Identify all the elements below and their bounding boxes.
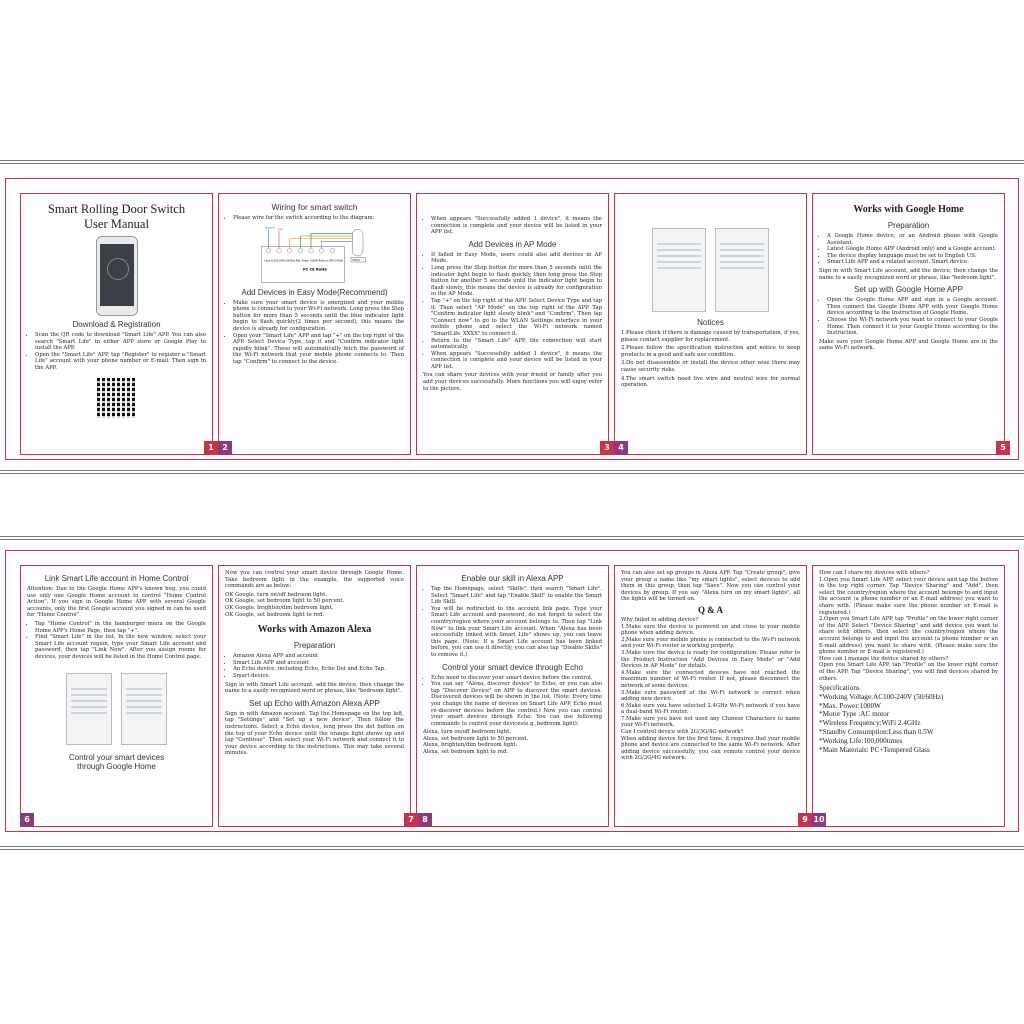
wiring-bullets [225, 215, 404, 222]
page-number-5: 5 [996, 441, 1010, 455]
notice-item: 3.Do not disassemble or install the device other wise there may cause security risks. [621, 360, 800, 373]
title-line-1: Smart Rolling Door Switch [47, 202, 186, 216]
list-item: • Latest Google Home APP (Android only) and a Google account. [827, 246, 998, 253]
page-number-3: 3 [600, 441, 614, 455]
list-item: • Open your "Smart Life" APP and tap "+" on the top right of the APP. Select Device Type, tap it and "Confirm indicator light rapidly blink". These will automatically fetch the password of the Wi-Fi network that your mobile phone connects to. Then tap "Confirm" to connect to the device. [233, 333, 404, 366]
list-item: • Make sure your smart device is energized and your mobile phone is connected to your Wi-Fi network. Long press the Stop button for more than 5 seconds until the blue indicator light begin to flash quickly(2 times per second), this means the device is already for configuration. [233, 300, 404, 333]
google-setup-bullets [819, 297, 998, 337]
answer-item: 7.Make sure you have not used any Chinese Characters to name your Wi-Fi network. [621, 715, 800, 729]
middle-guide-line-2 [0, 473, 1024, 474]
list-item: • Smart Life APP and a related account. Smart device. [827, 259, 998, 266]
spec-item: *Max. Power:1000W [819, 701, 881, 710]
section-setup-google-home: Set up with Google Home APP [854, 285, 963, 295]
section-control-echo: Control your smart device through Echo [442, 662, 583, 672]
list-item: • Open the Google Home APP and sign in a Google account. Then connect the Google Home APP with your Google Home device according to the Instruction of Google Home. [827, 297, 998, 317]
app-screenshot [66, 673, 112, 745]
share-note: You can share your devices with your friend or family after you add your devices successfully. More functions you will enjoy refer to the picture. [423, 372, 602, 392]
google-voice-intro: Now you can control your smart device through Google Home. Take bedroom light in the example, the supported voice commands are as below: [225, 570, 404, 590]
voice-command: OK Google, set bedroom light to 50 percent. [225, 598, 345, 605]
voice-command: OK Google, turn on/off bedroom light. [225, 591, 327, 598]
panel-2-wiring [218, 193, 411, 455]
list-item: • Smart device. [233, 673, 404, 680]
skill-bullets [423, 586, 602, 659]
spec-item: *Motor Type :AC motor [819, 710, 890, 719]
panel-8-alexa-skill [416, 565, 609, 827]
answer-item: 6.Make sure you have selected 2.4GHz Wi-Fi network if you have a dual-band Wi-Fi router. [621, 702, 800, 716]
panel-1-cover [20, 193, 213, 455]
panel-6-home-control [20, 565, 213, 827]
question: How can I manage the device shared by others? [819, 655, 949, 662]
top-guide-line-1 [0, 160, 1024, 161]
page-number-7: 7 [404, 813, 418, 827]
spec-item: *Working Voltage:AC100-240V (50/60Hz) [819, 692, 944, 701]
question: Can I control device with 2G/3G/4G network? [621, 729, 744, 736]
list-item: • Return to the "Smart Life" APP, the connection will start automatically. [431, 338, 602, 351]
question: Why failed in adding device? [621, 616, 699, 623]
panel-10-specifications [812, 565, 1005, 827]
app-screenshots [621, 226, 800, 314]
list-item: • You can say "Alexa, discover device" to Echo, or you can also tap "Discover Device" on APP to discover the smart devices. Discovered devices will be shown in the list. (Note: Every time you change the name of devices on Smart Life APP, Echo must re-discover devices before the control.) Now you can control your smart devices through Echo. You can use following commands to control your devices(e.g.,bedroom light): [431, 681, 602, 727]
list-item: • Smart Life APP and account [233, 660, 404, 667]
manual-title [27, 202, 206, 232]
attention-note: Attention: Due to the Google Home APP's known bug, you could use only one Google Home account to control "Home Control Action". If you sign in Google Home APP with several Google accounts, only the first Google account you signed in can be used for "Home Control". [27, 586, 206, 619]
section-notices: Notices [697, 318, 724, 327]
live-label: Live [277, 227, 283, 231]
answer-item: Open you Smart Life APP, tap "Profile" on the lower right corner of the APP. Tap "Device Sharing", you will find devices shared by others. [819, 662, 998, 682]
page-number-2: 2 [218, 441, 232, 455]
notice-item: 1.Please check if there is damage caused by transportation, if yes, please contact supplier for replacement. [621, 330, 800, 343]
section-easy-mode: Add Devices in Easy Mode(Recommend) [241, 287, 388, 297]
bottom-guide-line-1 [0, 846, 1024, 847]
caption-line-2: through Google Home [77, 761, 156, 771]
echo-setup-text: Sign in with Amazon account. Tap the Homepage on the top left, tap "Settings" and "Set up a new device". Then follow the instructions. Select a Echo device, long press the dot button on the top of your Echo device until the orange light shows up and tap "Continue". Then select your Wi-Fi network and connect it to your device according to the instructions. This may take several minutes. [225, 710, 404, 757]
manual-sheet-front [5, 178, 1019, 460]
list-item: • If failed in Easy Mode, users could also add devices in AP Mode. [431, 252, 602, 265]
list-item: • Find "Smart Life" in the list. In the new window, select your Smart Life account region, type your Smart Life account and password, then tap "Link Now". After you assign rooms for devices, your devices will be listed in the Home Control page. [35, 634, 206, 660]
alexa-signin-note: Sign in with Smart Life account, add the device, then change the name to a easily recognized word or phrase, like "bedroom light". [225, 681, 404, 695]
certification-marks: FC CE RoHS [302, 267, 327, 272]
google-home-title: Works with Google Home [853, 204, 964, 215]
section-ap-mode: Add Devices in AP Mode [468, 239, 557, 249]
panel-3-ap-mode [416, 193, 609, 455]
spec-item: *Wireless Frequency:WiFi 2.4GHz [819, 719, 921, 728]
alexa-group-note: You can also set up groups in Alexa APP. Tap "Create group", give your group a name like "my smart lights", select devices to add them in this group, then tap "Save". Now you can control your devices by group. If you say "Alexa turn on my smart lights", all the lights will be turned on. [621, 570, 800, 603]
list-item: • When appears "Successfully added 1 device", it means the connection is complete and your device will be listed in your APP list. [431, 216, 602, 236]
section-enable-skill: Enable our skill in Alexa APP [461, 574, 564, 583]
answer-item: 4.Make sure the connected devices have not reached the maximum number of Wi-Fi router. If not, please disconnect the network of some devices. [621, 669, 800, 689]
answer-item: 2.Make sure your mobile phone is connected to the Wi-Fi network and your Wi-Fi router is working properly. [621, 636, 800, 650]
easy-mode-result [423, 216, 602, 236]
qa-title: Q & A [697, 604, 723, 615]
spec-item: *Standby Consumption:Less than 0.5W [819, 728, 934, 737]
question: How can I share my devices with others? [819, 570, 930, 576]
ap-mode-bullets [423, 252, 602, 371]
qr-code-image [97, 378, 137, 418]
spec-item: *Working Life:100,000times [819, 736, 903, 745]
voice-command: Alexa, turn on/off bedroom light. [423, 729, 511, 736]
list-item: • Please wire for the switch according to the diagram: [233, 215, 404, 222]
middle-guide-line-3 [0, 536, 1024, 537]
title-line-2: User Manual [84, 217, 149, 231]
voice-command: OK Google, brighten/dim bedroom light. [225, 604, 334, 611]
page-number-10: 10 [812, 813, 826, 827]
list-item: • Tap "Home Control" in the hamburger menu on the Google Home APP's Home Page, then tap "+". [35, 621, 206, 634]
page-number-1: 1 [204, 441, 218, 455]
page-number-6: 6 [20, 813, 34, 827]
list-item: • Tap the Homepage, select "Skills", then search "Smart Life". Select "Smart Life" and tap "Enable Skill" to enable the Smart Life Skill. [431, 586, 602, 606]
page-number-8: 8 [418, 813, 432, 827]
neutral-label: Neutral [264, 226, 275, 230]
google-home-screenshots [27, 671, 206, 747]
voice-command: Alexa, brighten/dim bedroom light. [423, 742, 518, 749]
section-setup-echo: Set up Echo with Amazon Alexa APP [249, 698, 380, 708]
app-screenshot [715, 228, 769, 312]
top-guide-line-2 [0, 163, 1024, 164]
google-signin-note: Sign in with Smart Life account, add the device, then change the name to a easily recognized word or phrase, like "bedroom light". [819, 267, 998, 281]
list-item: • Tap "+" on the top right of the APP. Select Device Type and tap it. Then select "AP Mode" on the top right of the APP. Tap "Confirm indicator light slowly blink" and "Confirm". Then tap "Connect now" to go to the WLAN Settings interface in your mobile phone and select the Wi-Fi network named "SmartLife_XXXX" to connect it. [431, 298, 602, 338]
amazon-alexa-title: Works with Amazon Alexa [257, 624, 372, 636]
list-item: • When appears "Successfully added 1 device", it means the connection is complete and your device will be listed in your APP list. [431, 351, 602, 371]
list-item: • Open the "Smart Life" APP, tap "Register" to register a "Smart Life" account with your phone number or E-mail. Then sign in the APP. [35, 352, 206, 372]
voice-command: Alexa, set bedroom light to red. [423, 749, 509, 756]
middle-guide-line-1 [0, 470, 1024, 471]
manual-sheet-back [5, 550, 1019, 832]
home-control-bullets [27, 621, 206, 661]
google-preparation-bullets [819, 233, 998, 266]
google-home-caption [27, 753, 206, 771]
specifications-title: Specifications [819, 684, 860, 693]
answer-item: When adding device for the first time, it requires that your mobile phone and device are connected to the same Wi-Fi network. After adding device successfully, you can remote control your device with 2G/3G/4G network. [621, 735, 800, 762]
list-item: • A Google Home device, or an Android phone with Google Assistant. [827, 233, 998, 246]
section-preparation: Preparation [887, 221, 930, 230]
answer-item: 3.Make sure the device is ready for configuration. Please refer to the Product Instruction "Add Devices in Easy Mode" or "Add Devices in AP Mode" for details. [621, 649, 800, 670]
phone-illustration [96, 236, 138, 316]
device-spec-label: Input:AC100-240V 50/60Hz Max. Power: 1000W Protocol: WiFi 2.4GHz [263, 258, 343, 262]
caption-line-1: Control your smart devices [68, 752, 165, 762]
list-item: • Echo need to discover your smart device before the control. [431, 675, 602, 682]
voice-command: OK Google, set bedroom light to red. [225, 611, 325, 618]
alexa-preparation-bullets [225, 653, 404, 679]
list-item: • You will be redirected to the account link page. Type your Smart Life account and password, do not forget to select the country/region where your account belongs to. Then tap "Link Now" to link your Smart Life account. When "Alexa has been successfully linked with Smart Life" shows up, you can leave this page. (Note: If a Smart Life account has been linked before, you can use it directly, you can also tap "Disable Skills" to remove it.) [431, 606, 602, 659]
list-item: • The device display language must be set to English US. [827, 253, 998, 260]
list-item: • Scan the QR code to download "Smart Life" APP. You can also search "Smart Life" in either APP store or Google Play to install the APP. [35, 332, 206, 352]
section-download-registration: Download & Registration [72, 320, 161, 329]
panel-7-amazon-alexa [218, 565, 411, 827]
answer-item: 1.Open you Smart Life APP, select your device and tap the button in the top right corner. Tap "Device Sharing" and "Add", then select the country/region where the account belongs to and input the account (a phone number or an E-mail address) you want to share with. (Please make sure the phone number or E-mail is registered.) [819, 576, 998, 616]
panel-5-google-home [812, 193, 1005, 455]
notice-item: 4.The smart switch need live wire and neutral wire for normal operation. [621, 375, 800, 389]
page-number-9: 9 [798, 813, 812, 827]
motor-label: Motor [351, 258, 360, 262]
easy-mode-bullets [225, 300, 404, 366]
answer-item: 1.Make sure the device is powered on and close to your mobile phone when adding device. [621, 623, 800, 637]
list-item: • An Echo device, including Echo, Echo Dot and Echo Tap. [233, 666, 404, 673]
section-alexa-preparation: Preparation [293, 641, 336, 651]
spec-item: *Main Materials: PC+Tempered Glass [819, 745, 930, 754]
list-item: • Choose the Wi-Fi network you want to connect to your Google Home. Then connect it to your Google Home according to the Instruction. [827, 317, 998, 337]
list-item: • Long press the Stop button for more than 5 seconds until the indicator light begin to flash quickly, then long press the Stop button for another 5 seconds until the indicator light begin to flash slowly, this means the device is already for configuration in the AP Mode. [431, 265, 602, 298]
middle-guide-line-4 [0, 539, 1024, 540]
notice-item: 2.Please follow the specification instruction and notice to keep products in a good and safe use condition. [621, 345, 800, 358]
wiring-diagram [227, 224, 403, 284]
page-number-4: 4 [614, 441, 628, 455]
app-screenshot [121, 673, 167, 745]
download-bullets [27, 332, 206, 372]
voice-command: Alexa, set bedroom light to 50 percent. [423, 735, 529, 742]
answer-item: 2.Open you Smart Life APP, tap "Profile" on the lower right corner of the APP. Select "Device Sharing" and add device you want to share with others, then select the country/region where the account belongs to and input the account (a phone number or an E-mail address) you want to share with. (Please make sure the phone number or E-mail is registered.) [819, 616, 998, 656]
bottom-guide-line-2 [0, 849, 1024, 850]
section-wiring: Wiring for smart switch [271, 202, 358, 212]
google-network-note: Make sure your Google Home APP and Google Home are in the same Wi-Fi network. [819, 338, 998, 352]
app-screenshot [652, 228, 706, 312]
panel-9-qa [614, 565, 807, 827]
answer-item: 5.Make sure password of the Wi-Fi network is correct when adding new device. [621, 689, 800, 703]
list-item: • Amazon Alexa APP and account [233, 653, 404, 660]
panel-4-notices [614, 193, 807, 455]
echo-control-bullets [423, 675, 602, 728]
section-link-home-control: Link Smart Life account in Home Control [44, 574, 189, 583]
